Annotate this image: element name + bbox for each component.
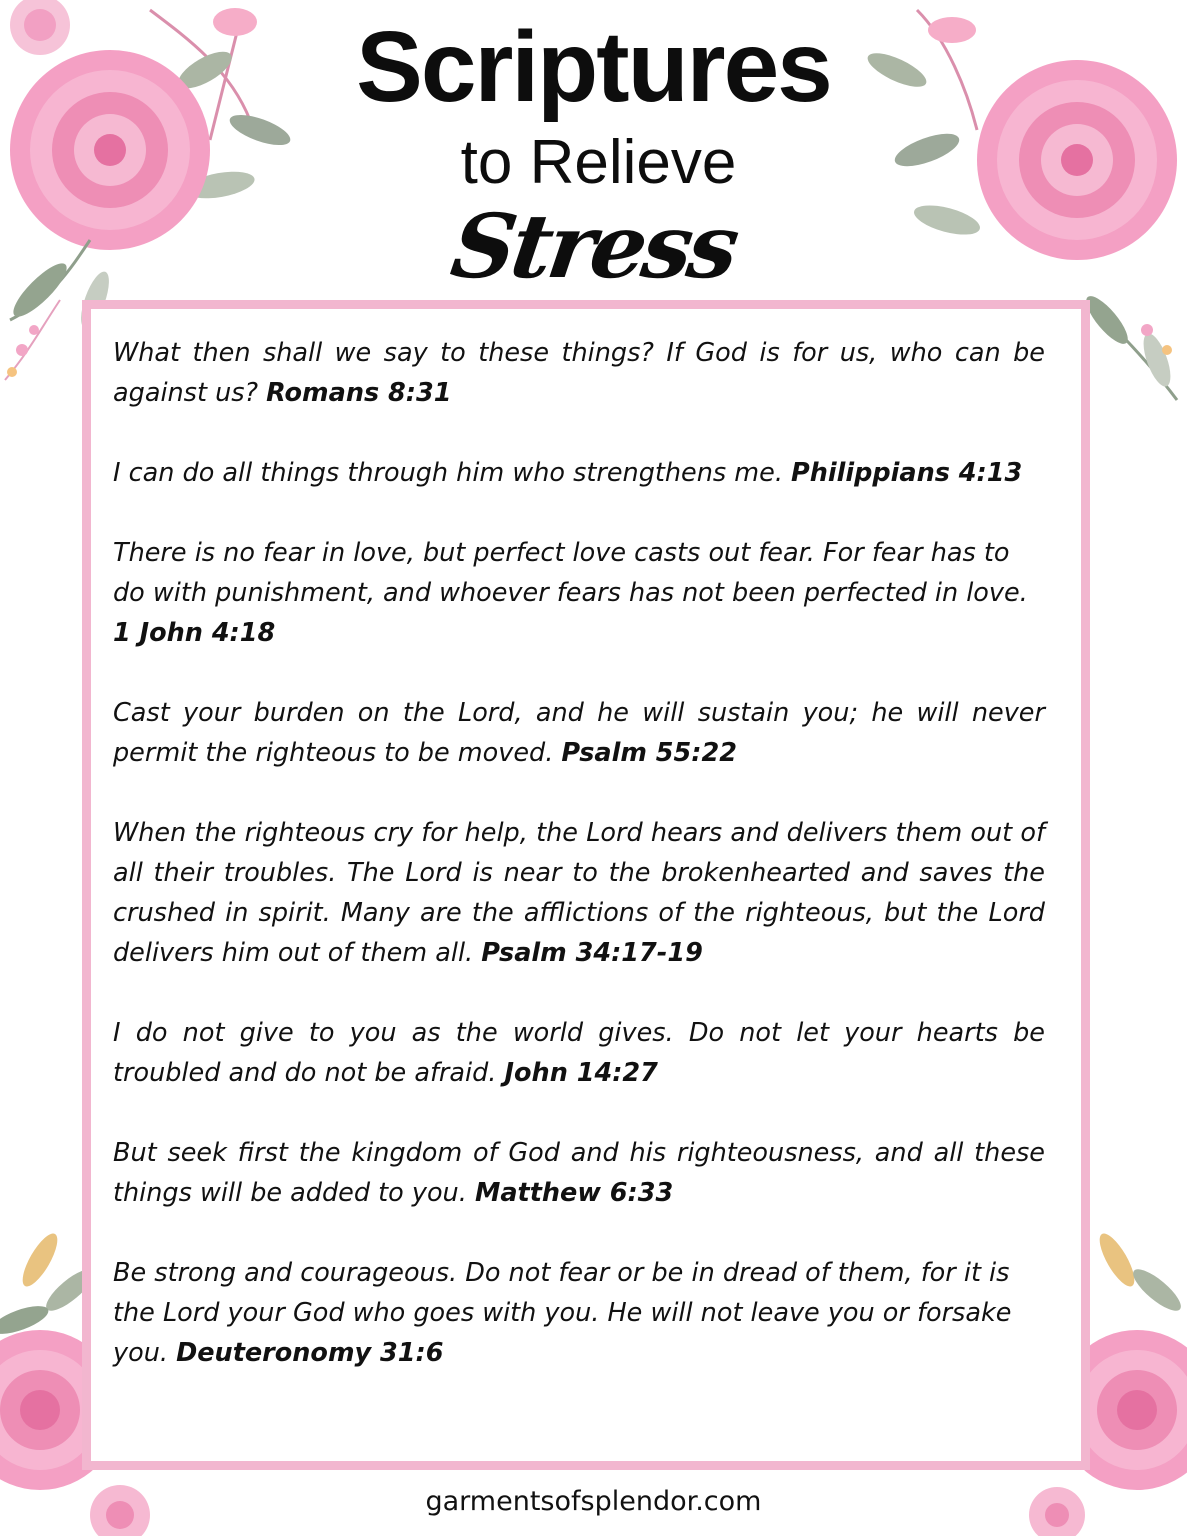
scripture-reference: Psalm 34:17-19 <box>481 938 703 968</box>
page-subtitle: to Relieve <box>460 128 737 197</box>
scripture-text: Cast your burden on the Lord, and he will sustain you; he will never permit the righteous to be moved. <box>113 698 1045 768</box>
scripture-reference: Matthew 6:33 <box>474 1178 674 1208</box>
scripture-item <box>113 453 1045 493</box>
scripture-text: When the righteous cry for help, the Lord hears and delivers them out of all their troubles. The Lord is near to the brokenhearted and saves the crushed in spirit. Many are the afflictions of the righteous, but the Lord delivers him out of them all. <box>113 818 1045 968</box>
scripture-item <box>113 533 1045 653</box>
scripture-text: I can do all things through him who strengthens me. <box>113 458 783 488</box>
scripture-item <box>113 1253 1045 1373</box>
page-title-script: Stress <box>445 194 742 298</box>
scripture-text: What then shall we say to these things? If God is for us, who can be against us? <box>113 338 1045 408</box>
website-link[interactable]: garmentsofsplendor.com <box>425 1486 762 1517</box>
scripture-item <box>113 1013 1045 1093</box>
scripture-reference: Philippians 4:13 <box>791 458 1023 488</box>
scripture-text: Be strong and courageous. Do not fear or be in dread of them, for it is the Lord your God who goes with you. He will not leave you or forsake you. <box>113 1258 1012 1368</box>
scripture-reference: 1 John 4:18 <box>113 618 276 648</box>
scripture-item <box>113 1133 1045 1213</box>
scripture-text: I do not give to you as the world gives. Do not let your hearts be troubled and do not be afraid. <box>113 1018 1045 1088</box>
scripture-item <box>113 813 1045 973</box>
scripture-reference: Deuteronomy 31:6 <box>176 1338 444 1368</box>
scripture-reference: John 14:27 <box>504 1058 658 1088</box>
scripture-list <box>113 333 1045 1413</box>
scripture-item <box>113 333 1045 413</box>
page-title: Scriptures <box>356 11 831 123</box>
scripture-text: There is no fear in love, but perfect love casts out fear. For fear has to do with punishment, and whoever fears has not been perfected in love. <box>113 538 1028 608</box>
scripture-reference: Psalm 55:22 <box>561 738 737 768</box>
scripture-item <box>113 693 1045 773</box>
scripture-reference: Romans 8:31 <box>266 378 452 408</box>
scripture-text: But seek first the kingdom of God and his righteousness, and all these things will be added to you. <box>113 1138 1045 1208</box>
